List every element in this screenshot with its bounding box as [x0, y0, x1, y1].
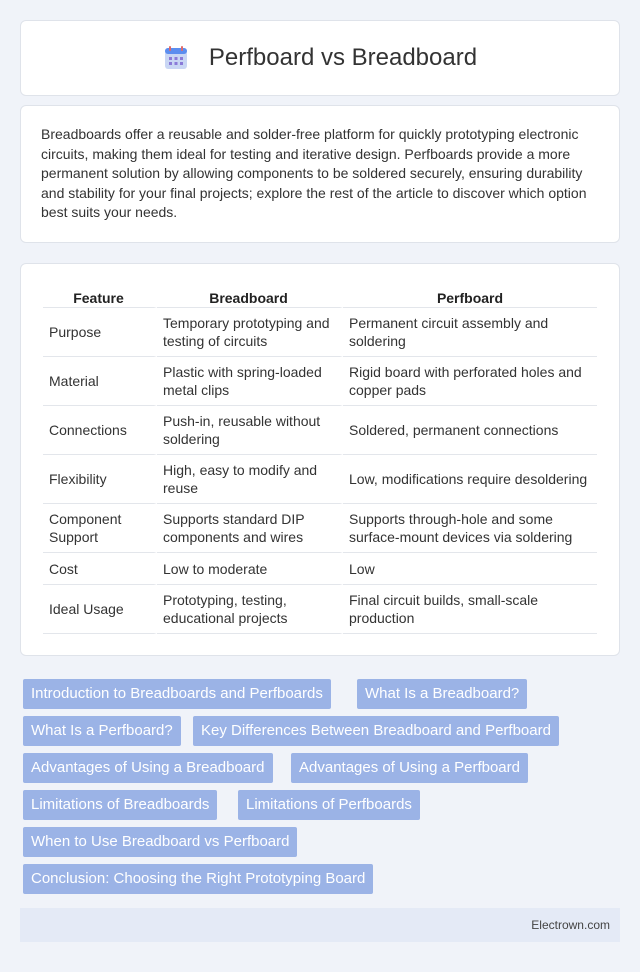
table-cell: Push-in, reusable without soldering	[157, 406, 343, 455]
toc-link-when-to-use[interactable]: When to Use Breadboard vs Perfboard	[23, 827, 297, 857]
toc-link-conclusion[interactable]: Conclusion: Choosing the Right Prototyping Board	[23, 864, 373, 894]
table-row	[43, 308, 597, 357]
table-cell: Material	[43, 357, 157, 406]
comparison-table	[43, 284, 597, 634]
table-cell: Component Support	[43, 504, 157, 553]
table-row	[43, 585, 597, 634]
header-feature: Feature	[43, 284, 157, 308]
table-cell: Purpose	[43, 308, 157, 357]
table-cell: Rigid board with perforated holes and copper pads	[343, 357, 597, 406]
table-cell: Prototyping, testing, educational projects	[157, 585, 343, 634]
table-header-row	[43, 284, 597, 308]
table-cell: Permanent circuit assembly and soldering	[343, 308, 597, 357]
table-cell: Low, modifications require desoldering	[343, 455, 597, 504]
header-breadboard: Breadboard	[157, 284, 343, 308]
table-cell: Final circuit builds, small-scale production	[343, 585, 597, 634]
table-cell: Plastic with spring-loaded metal clips	[157, 357, 343, 406]
toc-link-what-is-breadboard[interactable]: What Is a Breadboard?	[357, 679, 527, 709]
toc-link-advantages-perfboard[interactable]: Advantages of Using a Perfboard	[291, 753, 528, 783]
header-perfboard: Perfboard	[343, 284, 597, 308]
toc-link-advantages-breadboard[interactable]: Advantages of Using a Breadboard	[23, 753, 273, 783]
table-cell: Low	[343, 553, 597, 585]
page-title: Perfboard vs Breadboard	[208, 44, 478, 71]
toc-link-what-is-perfboard[interactable]: What Is a Perfboard?	[23, 716, 181, 746]
intro-text: Breadboards offer a reusable and solder-free platform for quickly prototyping electronic circuits, making them ideal for testing and iterative design. Perfboards provide a more permanent solution by allowing components to be soldered securely, ensuring durability and stability for your final projects; explore the rest of the article to discover which option best suits your needs.	[41, 126, 587, 221]
table-row	[43, 406, 597, 455]
footer	[20, 908, 620, 942]
calendar-grid-icon	[163, 45, 189, 71]
toc-link-key-differences[interactable]: Key Differences Between Breadboard and Perfboard	[193, 716, 559, 746]
table-cell: Temporary prototyping and testing of circuits	[157, 308, 343, 357]
table-cell: High, easy to modify and reuse	[157, 455, 343, 504]
table-row	[43, 455, 597, 504]
table-cell: Ideal Usage	[43, 585, 157, 634]
table-cell: Supports standard DIP components and wires	[157, 504, 343, 553]
toc-link-limitations-perfboards[interactable]: Limitations of Perfboards	[238, 790, 420, 820]
table-cell: Soldered, permanent connections	[343, 406, 597, 455]
table-cell: Supports through-hole and some surface-mount devices via soldering	[343, 504, 597, 553]
intro-card	[20, 105, 620, 243]
toc-link-introduction[interactable]: Introduction to Breadboards and Perfboards	[23, 679, 331, 709]
table-cell: Low to moderate	[157, 553, 343, 585]
table-cell: Cost	[43, 553, 157, 585]
title-card	[20, 20, 620, 96]
table-row	[43, 357, 597, 406]
table-row	[43, 553, 597, 585]
table-row	[43, 504, 597, 553]
toc-link-limitations-breadboards[interactable]: Limitations of Breadboards	[23, 790, 217, 820]
table-cell: Connections	[43, 406, 157, 455]
footer-site[interactable]: Electrown.com	[531, 918, 610, 932]
comparison-table-card	[20, 263, 620, 656]
table-cell: Flexibility	[43, 455, 157, 504]
